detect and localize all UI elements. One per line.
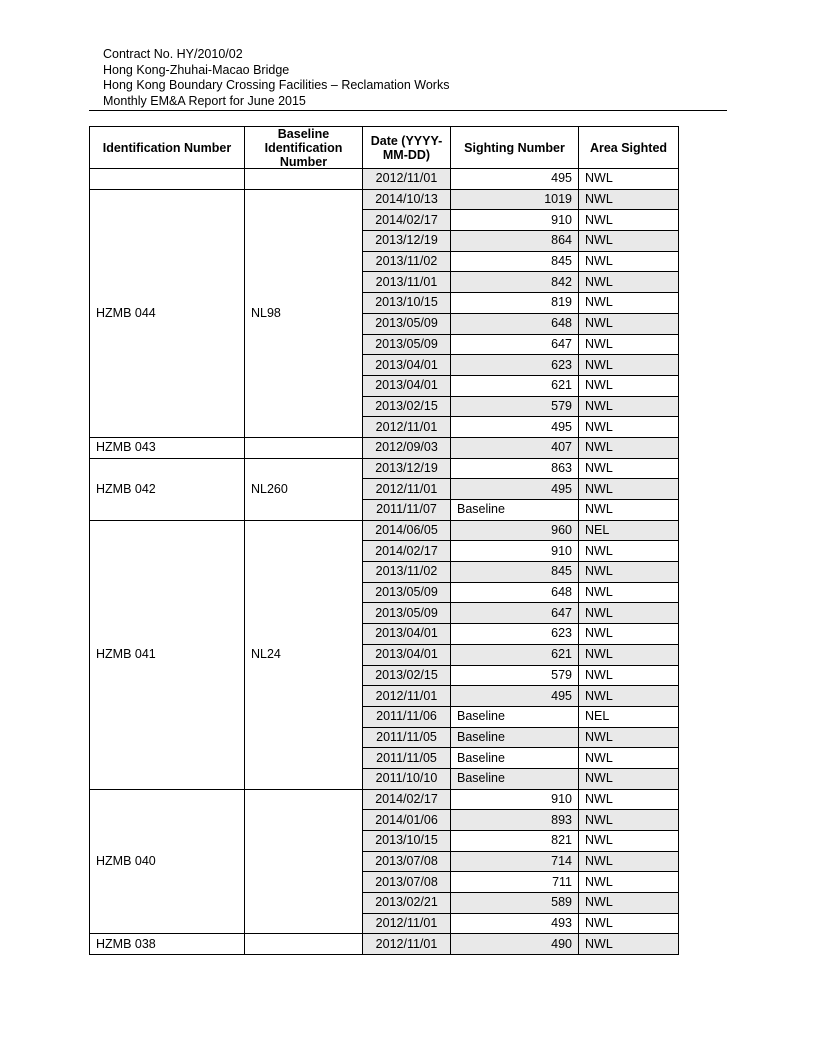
sighting-date: 2013/02/21 <box>363 893 451 914</box>
sighting-date: 2012/09/03 <box>363 437 451 458</box>
sighting-number: 910 <box>451 541 579 562</box>
col-header-area: Area Sighted <box>579 127 679 169</box>
baseline-identification <box>245 789 363 934</box>
sighting-number: 1019 <box>451 189 579 210</box>
sighting-date: 2014/10/13 <box>363 189 451 210</box>
sighting-date: 2011/11/05 <box>363 748 451 769</box>
area-sighted: NWL <box>579 562 679 583</box>
area-sighted: NWL <box>579 458 679 479</box>
table-row <box>90 458 679 479</box>
table-row <box>90 189 679 210</box>
sighting-date: 2013/11/02 <box>363 562 451 583</box>
contract-number: Contract No. HY/2010/02 <box>103 47 243 61</box>
sighting-date: 2013/05/09 <box>363 313 451 334</box>
area-sighted: NWL <box>579 665 679 686</box>
table-row <box>90 934 679 955</box>
area-sighted: NWL <box>579 251 679 272</box>
area-sighted: NWL <box>579 748 679 769</box>
sighting-number: 495 <box>451 686 579 707</box>
report-title: Monthly EM&A Report for June 2015 <box>103 93 306 108</box>
area-sighted: NWL <box>579 893 679 914</box>
sighting-number: Baseline <box>451 748 579 769</box>
sighting-number: Baseline <box>451 768 579 789</box>
sighting-date: 2013/10/15 <box>363 293 451 314</box>
sighting-date: 2013/02/15 <box>363 665 451 686</box>
area-sighted: NWL <box>579 500 679 521</box>
sighting-number: Baseline <box>451 727 579 748</box>
sighting-date: 2013/07/08 <box>363 851 451 872</box>
sighting-date: 2013/04/01 <box>363 644 451 665</box>
sighting-number: 493 <box>451 913 579 934</box>
sighting-date: 2013/10/15 <box>363 831 451 852</box>
sighting-number: 621 <box>451 375 579 396</box>
area-sighted: NWL <box>579 396 679 417</box>
table-row <box>90 437 679 458</box>
sighting-number: 579 <box>451 396 579 417</box>
sighting-number: 842 <box>451 272 579 293</box>
identification-number: HZMB 044 <box>90 189 245 437</box>
area-sighted: NWL <box>579 789 679 810</box>
area-sighted: NWL <box>579 727 679 748</box>
area-sighted: NWL <box>579 189 679 210</box>
baseline-identification: NL260 <box>245 458 363 520</box>
sighting-number: 893 <box>451 810 579 831</box>
sighting-date: 2013/07/08 <box>363 872 451 893</box>
sighting-date: 2013/11/02 <box>363 251 451 272</box>
sighting-number: 845 <box>451 251 579 272</box>
sighting-number: 821 <box>451 831 579 852</box>
area-sighted: NWL <box>579 810 679 831</box>
table-row <box>90 789 679 810</box>
sighting-date: 2012/11/01 <box>363 417 451 438</box>
sighting-number: 647 <box>451 334 579 355</box>
sighting-number: 864 <box>451 231 579 252</box>
sighting-date: 2012/11/01 <box>363 686 451 707</box>
sighting-date: 2011/10/10 <box>363 768 451 789</box>
area-sighted: NWL <box>579 169 679 190</box>
sighting-number: 589 <box>451 893 579 914</box>
table-body <box>90 169 679 955</box>
area-sighted: NEL <box>579 520 679 541</box>
sighting-number: 495 <box>451 417 579 438</box>
sighting-number: 714 <box>451 851 579 872</box>
sighting-number: 623 <box>451 355 579 376</box>
area-sighted: NWL <box>579 272 679 293</box>
sighting-number: 647 <box>451 603 579 624</box>
sighting-number: Baseline <box>451 706 579 727</box>
area-sighted: NWL <box>579 293 679 314</box>
area-sighted: NWL <box>579 417 679 438</box>
sighting-number: 819 <box>451 293 579 314</box>
area-sighted: NWL <box>579 913 679 934</box>
sighting-date: 2013/12/19 <box>363 231 451 252</box>
sighting-number: 711 <box>451 872 579 893</box>
sighting-number: 407 <box>451 437 579 458</box>
sighting-date: 2013/04/01 <box>363 355 451 376</box>
sightings-table <box>89 126 679 955</box>
sighting-date: 2013/04/01 <box>363 375 451 396</box>
sighting-number: 623 <box>451 624 579 645</box>
area-sighted: NWL <box>579 334 679 355</box>
sighting-date: 2014/01/06 <box>363 810 451 831</box>
sighting-date: 2014/02/17 <box>363 789 451 810</box>
baseline-identification <box>245 437 363 458</box>
sighting-number: 579 <box>451 665 579 686</box>
area-sighted: NWL <box>579 582 679 603</box>
area-sighted: NWL <box>579 231 679 252</box>
sighting-number: 960 <box>451 520 579 541</box>
sighting-number: 621 <box>451 644 579 665</box>
report-header <box>103 47 727 109</box>
baseline-identification <box>245 934 363 955</box>
identification-number: HZMB 040 <box>90 789 245 934</box>
table-row <box>90 520 679 541</box>
identification-number: HZMB 038 <box>90 934 245 955</box>
sighting-date: 2013/11/01 <box>363 272 451 293</box>
sighting-number: 490 <box>451 934 579 955</box>
sighting-date: 2014/06/05 <box>363 520 451 541</box>
area-sighted: NWL <box>579 603 679 624</box>
sighting-date: 2012/11/01 <box>363 934 451 955</box>
area-sighted: NWL <box>579 210 679 231</box>
sighting-date: 2014/02/17 <box>363 541 451 562</box>
area-sighted: NWL <box>579 934 679 955</box>
col-header-date: Date (YYYY-MM-DD) <box>363 127 451 169</box>
sighting-number: 863 <box>451 458 579 479</box>
area-sighted: NWL <box>579 437 679 458</box>
sighting-date: 2014/02/17 <box>363 210 451 231</box>
sighting-number: 495 <box>451 169 579 190</box>
header-divider <box>89 110 727 111</box>
identification-number: HZMB 042 <box>90 458 245 520</box>
area-sighted: NWL <box>579 851 679 872</box>
baseline-identification: NL24 <box>245 520 363 789</box>
sighting-number: 648 <box>451 313 579 334</box>
sighting-date: 2013/05/09 <box>363 334 451 355</box>
area-sighted: NEL <box>579 706 679 727</box>
sighting-date: 2013/05/09 <box>363 582 451 603</box>
table-header-row <box>90 127 679 169</box>
area-sighted: NWL <box>579 872 679 893</box>
sighting-number: Baseline <box>451 500 579 521</box>
sighting-date: 2013/02/15 <box>363 396 451 417</box>
baseline-id-cell <box>245 169 363 190</box>
table-row <box>90 169 679 190</box>
sighting-date: 2013/12/19 <box>363 458 451 479</box>
sighting-date: 2013/04/01 <box>363 624 451 645</box>
col-header-baseline: Baseline Identification Number <box>245 127 363 169</box>
sighting-date: 2012/11/01 <box>363 479 451 500</box>
area-sighted: NWL <box>579 375 679 396</box>
sighting-date: 2011/11/05 <box>363 727 451 748</box>
identification-number: HZMB 043 <box>90 437 245 458</box>
area-sighted: NWL <box>579 479 679 500</box>
col-header-identification: Identification Number <box>90 127 245 169</box>
baseline-identification: NL98 <box>245 189 363 437</box>
area-sighted: NWL <box>579 313 679 334</box>
project-name: Hong Kong-Zhuhai-Macao Bridge <box>103 62 290 77</box>
col-header-sighting: Sighting Number <box>451 127 579 169</box>
sighting-date: 2013/05/09 <box>363 603 451 624</box>
sighting-number: 910 <box>451 789 579 810</box>
area-sighted: NWL <box>579 644 679 665</box>
area-sighted: NWL <box>579 624 679 645</box>
sighting-date: 2012/11/01 <box>363 913 451 934</box>
area-sighted: NWL <box>579 541 679 562</box>
sighting-date: 2011/11/06 <box>363 706 451 727</box>
identification-number-cell <box>90 169 245 190</box>
area-sighted: NWL <box>579 768 679 789</box>
sighting-number: 648 <box>451 582 579 603</box>
sighting-number: 845 <box>451 562 579 583</box>
sighting-date: 2011/11/07 <box>363 500 451 521</box>
identification-number: HZMB 041 <box>90 520 245 789</box>
sighting-number: 495 <box>451 479 579 500</box>
area-sighted: NWL <box>579 831 679 852</box>
sighting-date: 2012/11/01 <box>363 169 451 190</box>
area-sighted: NWL <box>579 686 679 707</box>
sighting-number: 910 <box>451 210 579 231</box>
area-sighted: NWL <box>579 355 679 376</box>
project-subtitle: Hong Kong Boundary Crossing Facilities – Reclamation Works <box>103 78 450 92</box>
